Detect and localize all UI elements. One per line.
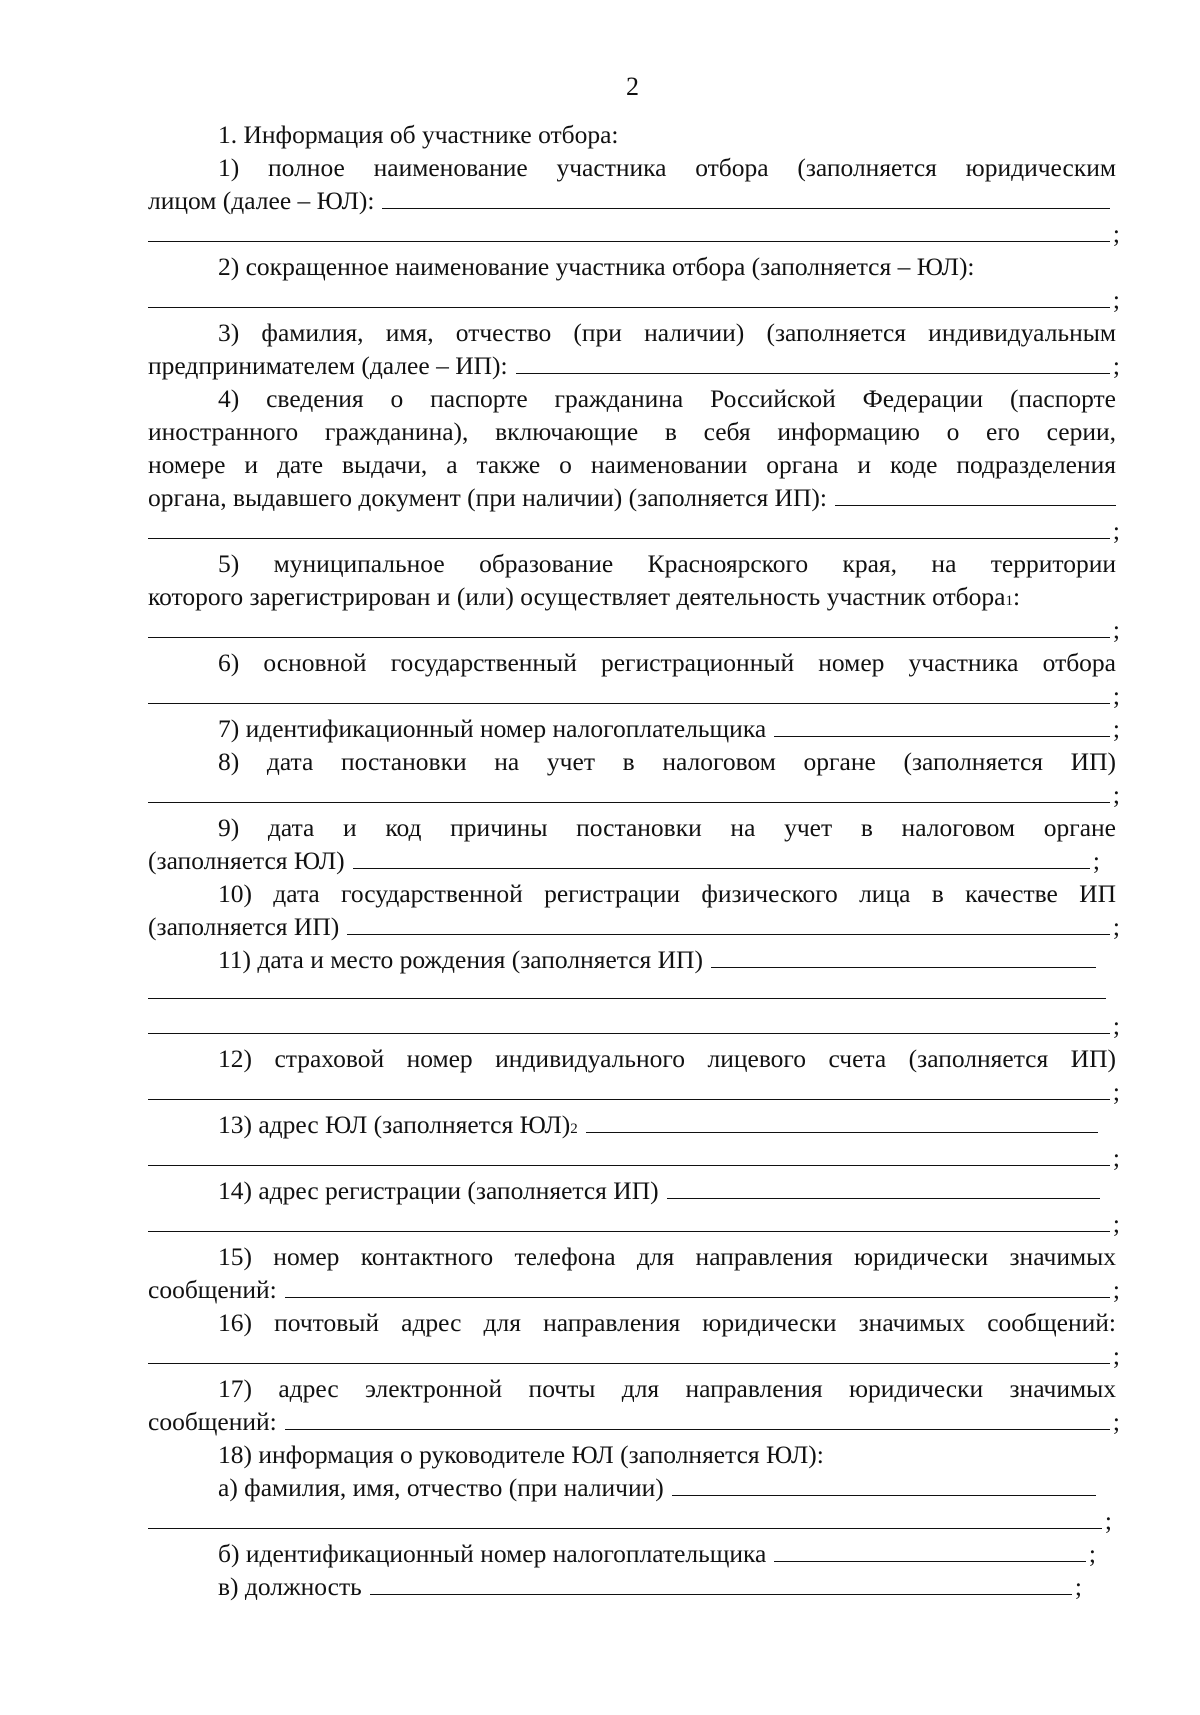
item-1-continuation-row (148, 217, 1120, 250)
item-2-text: 2) сокращенное наименование участника отбора (заполняется – ЮЛ): (218, 252, 975, 281)
item-13-continuation-row (148, 1141, 1120, 1174)
semicolon: ; (1112, 1011, 1120, 1040)
item-5-text: 5) муниципальное образование Красноярского края, на территории (218, 549, 1116, 578)
item-2-field-row (148, 283, 1120, 316)
legal-address-field-continuation[interactable] (148, 1143, 1110, 1166)
item-6-field-row (148, 679, 1120, 712)
ogrn-field[interactable] (148, 681, 1110, 704)
short-name-field[interactable] (148, 285, 1110, 308)
item-7-text: 7) идентификационный номер налогоплательщика (218, 714, 767, 743)
item-14-continuation-row (148, 1207, 1120, 1240)
item-18c-field-row (218, 1570, 1082, 1603)
item-14-text: 14) адрес регистрации (заполняется ИП) (218, 1176, 659, 1205)
semicolon: ; (1112, 1209, 1120, 1238)
item-3-text-2: предпринимателем (далее – ИП): (148, 351, 508, 380)
email-field[interactable] (285, 1407, 1110, 1430)
passport-field-continuation[interactable] (148, 516, 1110, 539)
item-18-text: 18) информация о руководителе ЮЛ (заполняется ЮЛ): (218, 1440, 824, 1469)
ip-registration-date-field[interactable] (347, 912, 1110, 935)
legal-address-field[interactable] (586, 1110, 1098, 1133)
item-2-label (218, 250, 975, 283)
item-4-text-2: иностранного гражданина), включающие в себя информацию о его серии, (148, 417, 1116, 446)
item-5-label-2: которого зарегистрирован и (или) осуществляет деятельность участник отбора 1 : (148, 582, 1021, 611)
item-11-continuation-row-2 (148, 1009, 1120, 1042)
item-4-label-2 (148, 415, 1116, 448)
item-16-field-row (148, 1339, 1120, 1372)
item-1-label (218, 151, 1116, 184)
item-10-field-row (148, 910, 1120, 943)
municipality-field[interactable] (148, 615, 1110, 638)
item-10-text: 10) дата государственной регистрации физического лица в качестве ИП (218, 879, 1116, 908)
semicolon: ; (1112, 516, 1120, 545)
item-15-label (218, 1240, 1116, 1273)
semicolon: ; (1112, 681, 1120, 710)
item-10-text-2: (заполняется ИП) (148, 912, 340, 941)
item-5-colon: : (1012, 582, 1021, 611)
item-18a-text: а) фамилия, имя, отчество (при наличии) (218, 1473, 664, 1502)
head-position-field[interactable] (370, 1572, 1072, 1595)
item-12-text: 12) страховой номер индивидуального лицевого счета (заполняется ИП) (218, 1044, 1116, 1073)
item-3-field-row (148, 349, 1120, 382)
item-4-text: 4) сведения о паспорте гражданина Российской Федерации (паспорте (218, 384, 1116, 413)
item-5-label (218, 547, 1116, 580)
head-fio-field-continuation[interactable] (148, 1506, 1102, 1529)
item-12-label (218, 1042, 1116, 1075)
item-18a-field-row (218, 1471, 1096, 1504)
item-9-field-row (148, 844, 1100, 877)
item-17-text-2: сообщений: (148, 1407, 277, 1436)
semicolon: ; (1112, 1407, 1120, 1436)
item-3-text: 3) фамилия, имя, отчество (при наличии) (заполняется индивидуальным (218, 318, 1116, 347)
item-1-text-2: лицом (далее – ЮЛ): (148, 186, 375, 215)
section-title (218, 118, 619, 151)
item-17-field-row (148, 1405, 1120, 1438)
page-number: 2 (626, 72, 639, 101)
registration-address-field-continuation[interactable] (148, 1209, 1110, 1232)
item-4-continuation-row (148, 514, 1120, 547)
item-7-field-row (218, 712, 1120, 745)
item-8-label (218, 745, 1116, 778)
semicolon: ; (1112, 1077, 1120, 1106)
semicolon: ; (1104, 1506, 1112, 1535)
item-4-text-4: органа, выдавшего документ (при наличии) (заполняется ИП): (148, 483, 827, 512)
birth-date-place-field[interactable] (711, 945, 1096, 968)
item-8-text: 8) дата постановки на учет в налоговом органе (заполняется ИП) (218, 747, 1116, 776)
item-15-text-2: сообщений: (148, 1275, 277, 1304)
item-15-text: 15) номер контактного телефона для направления юридически значимых (218, 1242, 1116, 1271)
item-5-text-2: которого зарегистрирован и (или) осуществляет деятельность участник отбора (148, 582, 1006, 611)
item-3-label (218, 316, 1116, 349)
semicolon: ; (1112, 912, 1120, 941)
item-17-text: 17) адрес электронной почты для направления юридически значимых (218, 1374, 1116, 1403)
full-name-field-continuation[interactable] (148, 219, 1110, 242)
full-name-field[interactable] (382, 186, 1110, 209)
phone-field[interactable] (285, 1275, 1110, 1298)
item-1-field-row (148, 184, 1110, 217)
semicolon: ; (1092, 846, 1100, 875)
birth-date-place-field-continuation[interactable] (148, 976, 1106, 999)
registration-address-field[interactable] (667, 1176, 1100, 1199)
tax-registration-date-field[interactable] (148, 780, 1110, 803)
item-11-text: 11) дата и место рождения (заполняется ИП) (218, 945, 703, 974)
item-11-continuation-row (148, 976, 1106, 1009)
item-4-text-3: номере и дате выдачи, а также о наименовании органа и коде подразделения (148, 450, 1116, 479)
item-4-field-row (148, 481, 1116, 514)
birth-date-place-field-continuation-2[interactable] (148, 1011, 1110, 1034)
semicolon: ; (1112, 615, 1120, 644)
postal-address-field[interactable] (148, 1341, 1110, 1364)
item-18c-text: в) должность (218, 1572, 362, 1601)
passport-field[interactable] (835, 483, 1116, 506)
item-17-label (218, 1372, 1116, 1405)
semicolon: ; (1112, 219, 1120, 248)
semicolon: ; (1088, 1539, 1096, 1568)
head-fio-field[interactable] (672, 1473, 1096, 1496)
inn-field[interactable] (774, 714, 1110, 737)
item-13-field-row: 13) адрес ЮЛ (заполняется ЮЛ) 2 (218, 1108, 1098, 1141)
snils-field[interactable] (148, 1077, 1110, 1100)
item-15-field-row (148, 1273, 1120, 1306)
semicolon: ; (1112, 1275, 1120, 1304)
semicolon: ; (1112, 1341, 1120, 1370)
item-18b-field-row (218, 1537, 1096, 1570)
semicolon: ; (1112, 780, 1120, 809)
item-9-label (218, 811, 1116, 844)
semicolon: ; (1074, 1572, 1082, 1601)
item-1-text: 1) полное наименование участника отбора (заполняется юридическим (218, 153, 1116, 182)
item-18b-text: б) идентификационный номер налогоплательщика (218, 1539, 767, 1568)
semicolon: ; (1112, 351, 1120, 380)
item-4-label (218, 382, 1116, 415)
semicolon: ; (1112, 714, 1120, 743)
semicolon: ; (1112, 1143, 1120, 1172)
item-9-text-2: (заполняется ЮЛ) (148, 846, 345, 875)
item-11-field-row (218, 943, 1096, 976)
item-10-label (218, 877, 1116, 910)
item-13-text: 13) адрес ЮЛ (заполняется ЮЛ) (218, 1110, 571, 1139)
item-6-label (218, 646, 1116, 679)
item-12-field-row (148, 1075, 1120, 1108)
item-14-field-row (218, 1174, 1100, 1207)
item-4-label-3 (148, 448, 1116, 481)
item-9-text: 9) дата и код причины постановки на учет в налоговом органе (218, 813, 1116, 842)
item-16-label (218, 1306, 1116, 1339)
item-18a-continuation-row (148, 1504, 1112, 1537)
item-8-field-row (148, 778, 1120, 811)
head-inn-field[interactable] (774, 1539, 1086, 1562)
ip-fio-field[interactable] (516, 351, 1110, 374)
item-18-label (218, 1438, 824, 1471)
section-title-text: 1. Информация об участнике отбора: (218, 120, 619, 149)
item-6-text: 6) основной государственный регистрационный номер участника отбора (218, 648, 1116, 677)
kpp-field[interactable] (353, 846, 1090, 869)
item-16-text: 16) почтовый адрес для направления юридически значимых сообщений: (218, 1308, 1116, 1337)
item-5-field-row (148, 613, 1120, 646)
semicolon: ; (1112, 285, 1120, 314)
